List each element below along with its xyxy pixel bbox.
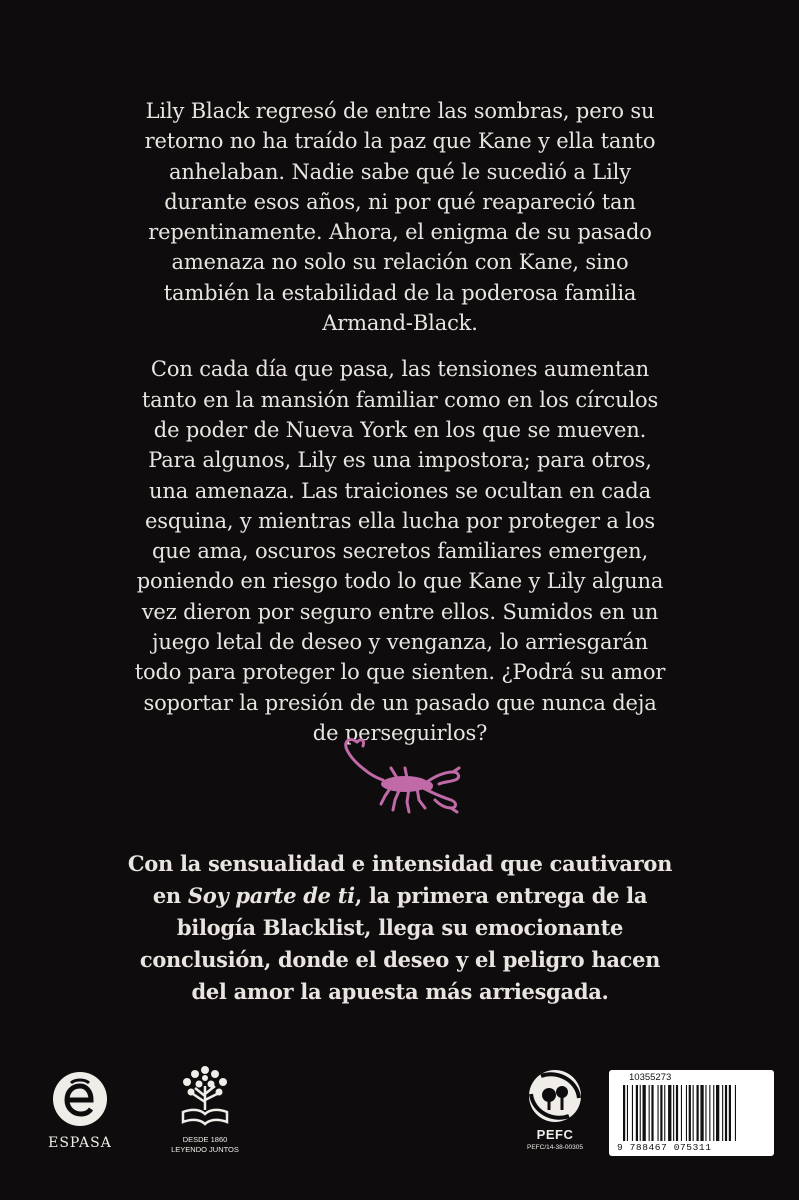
publisher-name: ESPASA	[48, 1135, 112, 1151]
tagline-book-title: Soy parte de ti	[187, 883, 355, 908]
barcode	[609, 1070, 774, 1156]
pefc-trees-icon	[527, 1068, 583, 1124]
tagline	[120, 848, 680, 1008]
pefc-code: PEFC/14-38-00305	[526, 1144, 583, 1151]
barcode-isbn: 9 788467 075311	[617, 1142, 712, 1153]
anniversary-line-2: LEYENDO JUNTOS	[171, 1145, 239, 1154]
anniversary-logo	[160, 1062, 250, 1155]
anniversary-line-1: DESDE 1860	[182, 1135, 228, 1144]
barcode-reference: 10355273	[629, 1072, 672, 1083]
synopsis	[130, 96, 670, 748]
tree-book-icon	[175, 1062, 235, 1130]
barcode-bars	[623, 1085, 763, 1141]
espasa-e-icon	[51, 1070, 109, 1128]
tagline-text-start: Con la sensualidad e intensidad que cautivaron en	[127, 851, 673, 908]
synopsis-paragraph-2: Con cada día que pasa, las tensiones aumentan tanto en la mansión familiar como en los círculos de poder de Nueva York en los que se mueven. Para algunos, Lily es una impostora; para otros, una amenaza. Las traiciones se ocultan en cada esquina, y mientras ella lucha por proteger a los que ama, oscuros secretos familiares emergen, poniendo en riesgo todo lo que Kane y Lily alguna vez dieron por seguro entre ellos. Sumidos en un juego letal de deseo y venganza, lo arriesgarán todo para proteger lo que sienten. ¿Podrá su amor soportar la presión de un pasado que nunca deja de perseguirlos?	[134, 357, 666, 745]
tagline-text-end: , la primera entrega de la bilogía Blacklist, llega su emocionante conclusión, donde el deseo y el peligro hacen del amor la apuesta más arriesgada.	[139, 883, 661, 1004]
pefc-label: PEFC	[536, 1127, 574, 1142]
synopsis-paragraph-1: Lily Black regresó de entre las sombras, pero su retorno no ha traído la paz que Kane y ella tanto anhelaban. Nadie sabe qué le sucedió a Lily durante esos años, ni por qué reapareció tan repentinamente. Ahora, el enigma de su pasado amenaza no solo su relación con Kane, sino también la estabilidad de la poderosa familia Armand-Black.	[144, 99, 656, 336]
pefc-certification	[515, 1068, 595, 1151]
publisher-logo	[30, 1070, 130, 1151]
scorpion-icon	[335, 728, 465, 818]
